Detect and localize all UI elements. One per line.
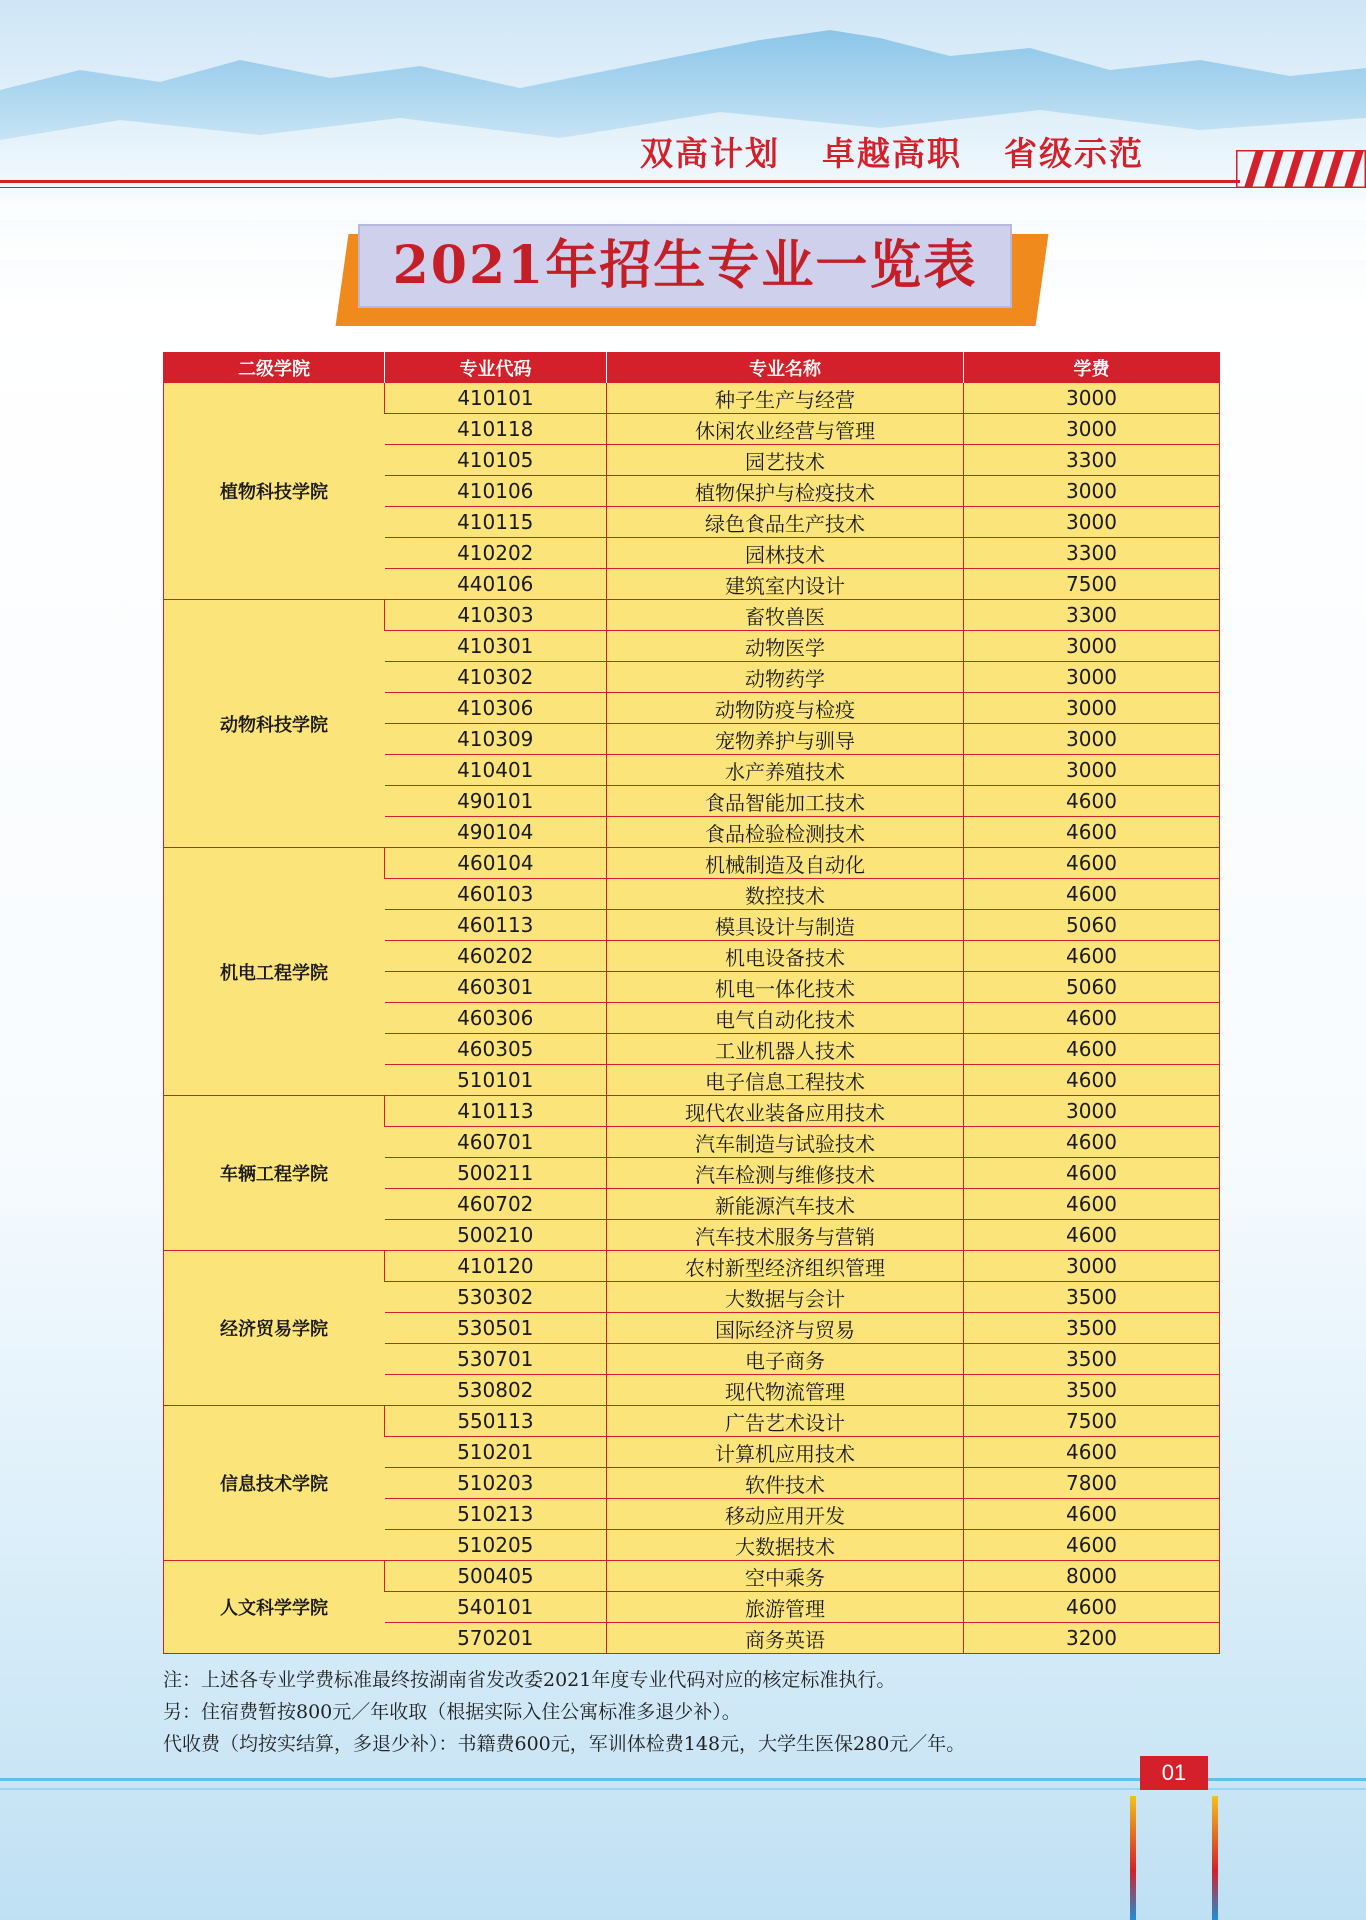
major-name-cell: 国际经济与贸易	[607, 1313, 964, 1344]
major-name-cell: 园林技术	[607, 538, 964, 569]
page-title: 2021年招生专业一览表	[358, 224, 1012, 308]
major-code-cell: 530302	[385, 1282, 607, 1313]
major-name-cell: 旅游管理	[607, 1592, 964, 1623]
tuition-cell: 7500	[964, 1406, 1220, 1437]
major-name-cell: 食品检验检测技术	[607, 817, 964, 848]
major-code-cell: 460701	[385, 1127, 607, 1158]
major-code-cell: 410401	[385, 755, 607, 786]
major-code-cell: 460202	[385, 941, 607, 972]
page-bar-left	[1130, 1796, 1136, 1920]
tuition-cell: 3000	[964, 507, 1220, 538]
college-cell: 机电工程学院	[164, 848, 385, 1096]
major-name-cell: 机电设备技术	[607, 941, 964, 972]
major-name-cell: 现代物流管理	[607, 1375, 964, 1406]
tuition-cell: 3000	[964, 693, 1220, 724]
tuition-cell: 4600	[964, 1003, 1220, 1034]
tuition-cell: 4600	[964, 1220, 1220, 1251]
major-code-cell: 410306	[385, 693, 607, 724]
tuition-cell: 3000	[964, 383, 1220, 414]
major-code-cell: 510213	[385, 1499, 607, 1530]
note-line: 注：上述各专业学费标准最终按湖南省发改委2021年度专业代码对应的核定标准执行。	[163, 1669, 896, 1691]
major-name-cell: 大数据技术	[607, 1530, 964, 1561]
major-name-cell: 空中乘务	[607, 1561, 964, 1592]
major-code-cell: 550113	[385, 1406, 607, 1437]
major-name-cell: 动物医学	[607, 631, 964, 662]
tuition-cell: 3000	[964, 662, 1220, 693]
major-name-cell: 大数据与会计	[607, 1282, 964, 1313]
college-cell: 动物科技学院	[164, 600, 385, 848]
tuition-cell: 4600	[964, 879, 1220, 910]
major-code-cell: 460301	[385, 972, 607, 1003]
slogan-bar	[640, 128, 1200, 175]
major-name-cell: 汽车技术服务与营销	[607, 1220, 964, 1251]
major-code-cell: 410302	[385, 662, 607, 693]
major-name-cell: 电子信息工程技术	[607, 1065, 964, 1096]
tuition-cell: 3000	[964, 755, 1220, 786]
major-code-cell: 410101	[385, 383, 607, 414]
major-code-cell: 510201	[385, 1437, 607, 1468]
major-name-cell: 电子商务	[607, 1344, 964, 1375]
major-name-cell: 种子生产与经营	[607, 383, 964, 414]
major-code-cell: 500210	[385, 1220, 607, 1251]
major-name-cell: 新能源汽车技术	[607, 1189, 964, 1220]
major-code-cell: 530501	[385, 1313, 607, 1344]
college-cell: 车辆工程学院	[164, 1096, 385, 1251]
tuition-cell: 7800	[964, 1468, 1220, 1499]
major-code-cell: 410115	[385, 507, 607, 538]
major-name-cell: 休闲农业经营与管理	[607, 414, 964, 445]
slogan-3: 省级示范	[1004, 134, 1144, 173]
major-code-cell: 500211	[385, 1158, 607, 1189]
major-name-cell: 绿色食品生产技术	[607, 507, 964, 538]
tuition-cell: 3500	[964, 1344, 1220, 1375]
major-code-cell: 410105	[385, 445, 607, 476]
major-code-cell: 460306	[385, 1003, 607, 1034]
major-name-cell: 计算机应用技术	[607, 1437, 964, 1468]
tuition-cell: 4600	[964, 786, 1220, 817]
major-name-cell: 动物药学	[607, 662, 964, 693]
major-name-cell: 机械制造及自动化	[607, 848, 964, 879]
major-code-cell: 490101	[385, 786, 607, 817]
tuition-cell: 4600	[964, 1530, 1220, 1561]
slogan-1: 双高计划	[640, 134, 780, 173]
major-name-cell: 数控技术	[607, 879, 964, 910]
major-name-cell: 现代农业装备应用技术	[607, 1096, 964, 1127]
header-major: 专业名称	[607, 353, 964, 384]
tuition-cell: 3300	[964, 600, 1220, 631]
stripe-decoration	[1236, 150, 1366, 188]
major-name-cell: 宠物养护与驯导	[607, 724, 964, 755]
tuition-cell: 3000	[964, 724, 1220, 755]
tuition-cell: 3300	[964, 445, 1220, 476]
major-name-cell: 机电一体化技术	[607, 972, 964, 1003]
major-name-cell: 软件技术	[607, 1468, 964, 1499]
major-code-cell: 510205	[385, 1530, 607, 1561]
major-code-cell: 460104	[385, 848, 607, 879]
major-code-cell: 570201	[385, 1623, 607, 1654]
tuition-cell: 3300	[964, 538, 1220, 569]
tuition-cell: 7500	[964, 569, 1220, 600]
major-code-cell: 510101	[385, 1065, 607, 1096]
tuition-cell: 4600	[964, 1158, 1220, 1189]
note-line: 代收费（均按实结算，多退少补）：书籍费600元，军训体检费148元，大学生医保280元／年。	[163, 1733, 966, 1755]
major-code-cell: 460113	[385, 910, 607, 941]
major-code-cell: 410118	[385, 414, 607, 445]
tuition-cell: 4600	[964, 1592, 1220, 1623]
notes	[163, 1664, 1263, 1760]
tuition-cell: 4600	[964, 1034, 1220, 1065]
major-code-cell: 460103	[385, 879, 607, 910]
tuition-cell: 5060	[964, 972, 1220, 1003]
major-code-cell: 410106	[385, 476, 607, 507]
table-row	[164, 1561, 1220, 1592]
major-code-cell: 410301	[385, 631, 607, 662]
tuition-cell: 3500	[964, 1282, 1220, 1313]
slogan-2: 卓越高职	[822, 134, 962, 173]
table-row	[164, 1251, 1220, 1282]
college-cell: 经济贸易学院	[164, 1251, 385, 1406]
table-row	[164, 1406, 1220, 1437]
major-code-cell: 410309	[385, 724, 607, 755]
page-marker	[1130, 1756, 1218, 1920]
major-code-cell: 540101	[385, 1592, 607, 1623]
major-code-cell: 460305	[385, 1034, 607, 1065]
header-college: 二级学院	[164, 353, 385, 384]
major-code-cell: 410303	[385, 600, 607, 631]
header-rule-thin	[0, 187, 1240, 188]
page-number: 01	[1140, 1756, 1208, 1790]
tuition-cell: 3000	[964, 476, 1220, 507]
major-name-cell: 农村新型经济组织管理	[607, 1251, 964, 1282]
major-name-cell: 畜牧兽医	[607, 600, 964, 631]
major-code-cell: 530701	[385, 1344, 607, 1375]
major-code-cell: 440106	[385, 569, 607, 600]
major-code-cell: 530802	[385, 1375, 607, 1406]
tuition-cell: 4600	[964, 1189, 1220, 1220]
major-name-cell: 模具设计与制造	[607, 910, 964, 941]
header-code: 专业代码	[385, 353, 607, 384]
major-name-cell: 移动应用开发	[607, 1499, 964, 1530]
major-code-cell: 410202	[385, 538, 607, 569]
major-name-cell: 汽车制造与试验技术	[607, 1127, 964, 1158]
tuition-cell: 3000	[964, 1251, 1220, 1282]
major-name-cell: 广告艺术设计	[607, 1406, 964, 1437]
tuition-cell: 4600	[964, 1127, 1220, 1158]
tuition-cell: 3000	[964, 414, 1220, 445]
header-fee: 学费	[964, 353, 1220, 384]
major-name-cell: 汽车检测与维修技术	[607, 1158, 964, 1189]
table-header-row	[164, 353, 1220, 384]
tuition-cell: 3200	[964, 1623, 1220, 1654]
tuition-cell: 4600	[964, 1065, 1220, 1096]
header-rule	[0, 180, 1240, 183]
tuition-cell: 4600	[964, 848, 1220, 879]
major-code-cell: 500405	[385, 1561, 607, 1592]
tuition-cell: 8000	[964, 1561, 1220, 1592]
tuition-cell: 4600	[964, 941, 1220, 972]
college-cell: 植物科技学院	[164, 383, 385, 600]
major-code-cell: 410120	[385, 1251, 607, 1282]
college-cell: 人文科学学院	[164, 1561, 385, 1654]
major-name-cell: 动物防疫与检疫	[607, 693, 964, 724]
major-name-cell: 建筑室内设计	[607, 569, 964, 600]
major-name-cell: 植物保护与检疫技术	[607, 476, 964, 507]
major-code-cell: 410113	[385, 1096, 607, 1127]
major-name-cell: 水产养殖技术	[607, 755, 964, 786]
table-body	[164, 383, 1220, 1654]
major-code-cell: 490104	[385, 817, 607, 848]
college-cell: 信息技术学院	[164, 1406, 385, 1561]
major-name-cell: 工业机器人技术	[607, 1034, 964, 1065]
major-code-cell: 510203	[385, 1468, 607, 1499]
major-code-cell: 460702	[385, 1189, 607, 1220]
tuition-cell: 4600	[964, 1437, 1220, 1468]
tuition-cell: 3500	[964, 1313, 1220, 1344]
tuition-cell: 3000	[964, 631, 1220, 662]
table-row	[164, 383, 1220, 414]
tuition-cell: 4600	[964, 1499, 1220, 1530]
table-row	[164, 1096, 1220, 1127]
tuition-cell: 4600	[964, 817, 1220, 848]
major-name-cell: 园艺技术	[607, 445, 964, 476]
major-name-cell: 电气自动化技术	[607, 1003, 964, 1034]
table-row	[164, 600, 1220, 631]
page-bar-right	[1212, 1796, 1218, 1920]
majors-table	[163, 352, 1220, 1654]
tuition-cell: 5060	[964, 910, 1220, 941]
major-name-cell: 商务英语	[607, 1623, 964, 1654]
tuition-cell: 3500	[964, 1375, 1220, 1406]
note-line: 另：住宿费暂按800元／年收取（根据实际入住公寓标准多退少补）。	[163, 1701, 741, 1723]
table-row	[164, 848, 1220, 879]
major-name-cell: 食品智能加工技术	[607, 786, 964, 817]
tuition-cell: 3000	[964, 1096, 1220, 1127]
